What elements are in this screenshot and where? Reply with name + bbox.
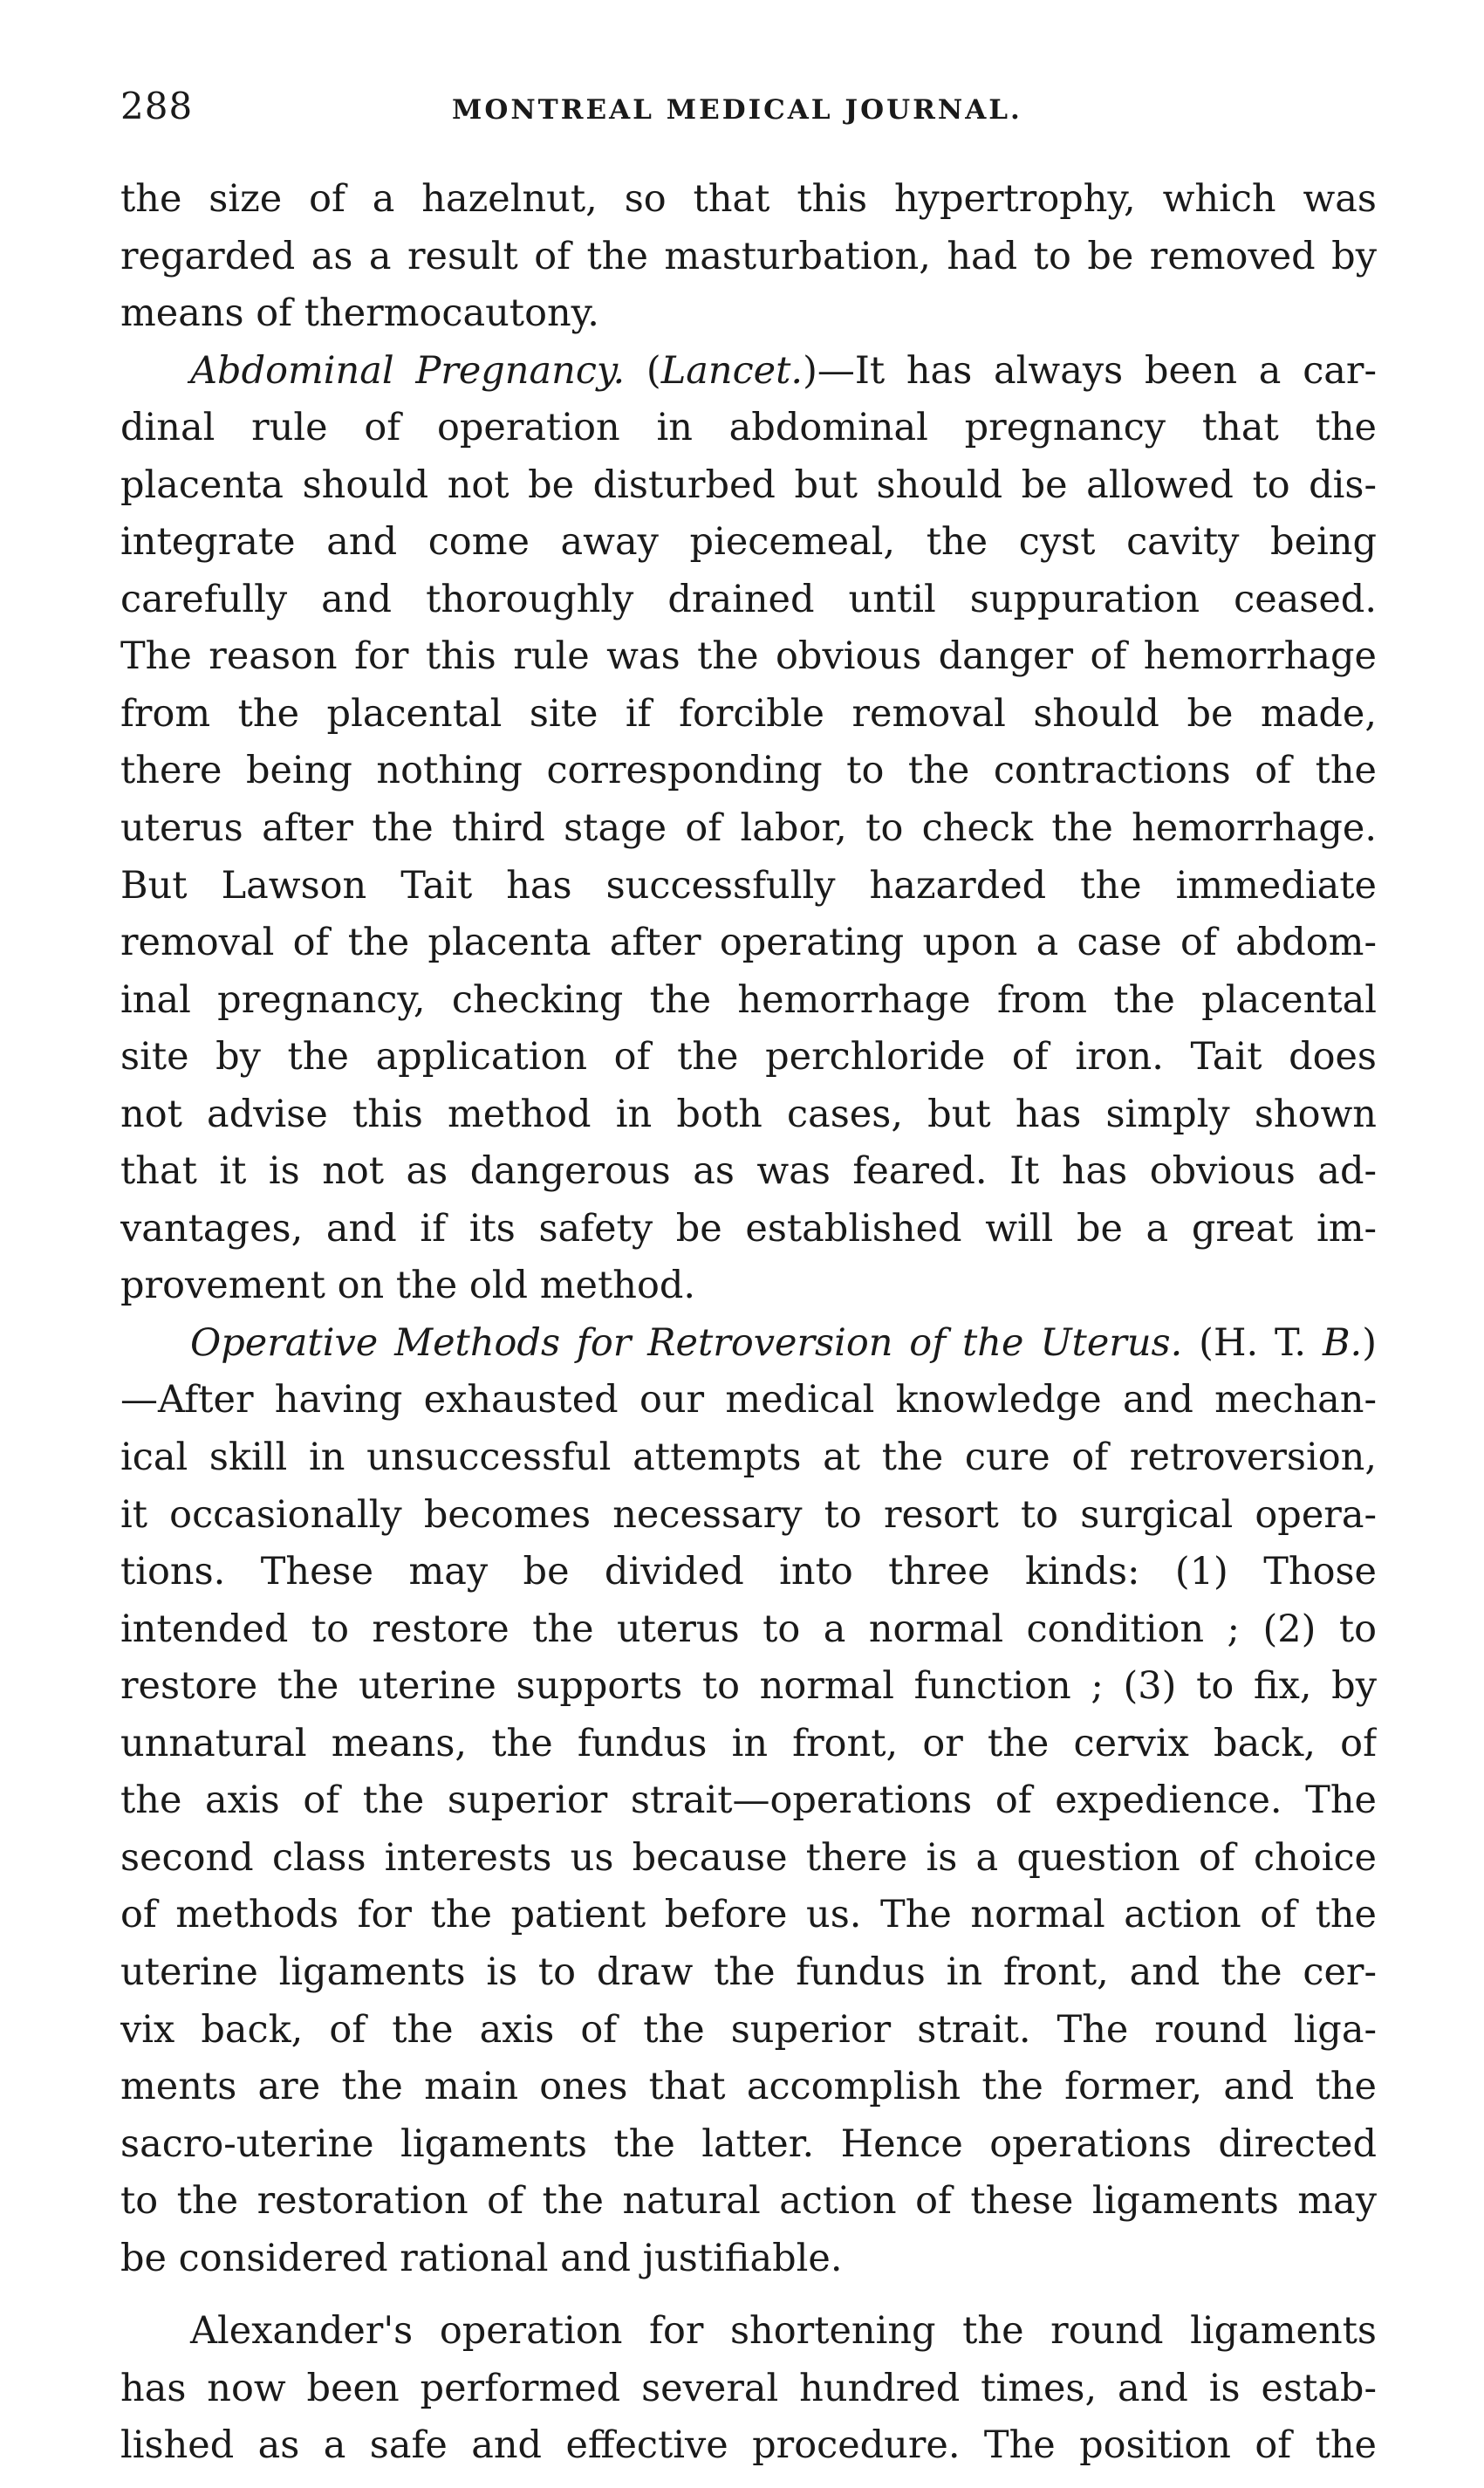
text-line: there being nothing corresponding to the contractions of the	[120, 749, 1377, 793]
source-close: )	[1362, 1320, 1377, 1365]
section-title: Abdominal Pregnancy.	[190, 348, 626, 393]
text-line: —After having exhausted our medical knowledge and mechan-	[120, 1378, 1377, 1422]
source-citation: Lancet.	[660, 348, 804, 393]
section-heading-retroversion	[120, 1315, 1377, 1373]
article-body	[120, 171, 1377, 2475]
source-open: (	[625, 348, 661, 393]
text-line: removal of the placenta after operating upon a case of abdom-	[120, 921, 1377, 965]
text-line: carefully and thoroughly drained until suppuration ceased.	[120, 577, 1377, 621]
text-line: dinal rule of operation in abdominal pregnancy that the	[120, 406, 1377, 450]
running-title: MONTREAL MEDICAL JOURNAL.	[452, 94, 1022, 126]
text-line: uterine ligaments is to draw the fundus in front, and the cer-	[120, 1950, 1377, 1994]
text-line: second class interests us because there is a question of choice	[120, 1835, 1377, 1880]
text-line: ical skill in unsuccessful attempts at the cure of retroversion,	[120, 1436, 1377, 1480]
text-line: ments are the main ones that accomplish the former, and the	[120, 2065, 1377, 2109]
text-line: intended to restore the uterus to a normal condition ; (2) to	[120, 1607, 1377, 1651]
source-citation: (H. T.	[1182, 1320, 1323, 1365]
text-line: the axis of the superior strait—operations of expedience. The	[120, 1779, 1377, 1823]
text-line: Alexander's operation for shortening the round ligaments	[190, 2309, 1377, 2354]
text-line: be considered rational and justifiable.	[120, 2236, 843, 2280]
text-line: to the restoration of the natural action of these ligaments may	[120, 2179, 1377, 2224]
source-citation-initial: B.	[1322, 1320, 1363, 1365]
text-line: placenta should not be disturbed but should be allowed to dis-	[120, 463, 1377, 507]
text-line: unnatural means, the fundus in front, or the cervix back, of	[120, 1721, 1377, 1765]
text-line: it occasionally becomes necessary to resort to surgical opera-	[120, 1492, 1377, 1537]
text-line: uterus after the third stage of labor, to check the hemorrhage.	[120, 806, 1377, 851]
text-line: from the placental site if forcible removal should be made,	[120, 691, 1377, 736]
paragraph-gap	[120, 2287, 1377, 2303]
text-line: lished as a safe and effective procedure. The position of the	[120, 2423, 1377, 2468]
page-number: 288	[120, 85, 194, 127]
text-line: the size of a hazelnut, so that this hypertrophy, which was	[120, 177, 1377, 221]
text-line: regarded as a result of the masturbation, had to be removed by	[120, 234, 1377, 278]
text-line: inal pregnancy, checking the hemorrhage from the placental	[120, 977, 1377, 1022]
text-line: But Lawson Tait has successfully hazarded the immediate	[120, 863, 1377, 908]
section-title: Operative Methods for Retroversion of the Uterus.	[190, 1320, 1183, 1365]
text-line: means of thermocautony.	[120, 291, 599, 336]
section-text-start: )—It has always been a car-	[803, 348, 1377, 393]
text-line: site by the application of the perchloride of iron. Tait does	[120, 1035, 1377, 1080]
text-line: that it is not as dangerous as was feared. It has obvious ad-	[120, 1149, 1377, 1194]
text-line: of methods for the patient before us. The normal action of the	[120, 1893, 1377, 1937]
text-line: vantages, and if its safety be established will be a great im-	[120, 1206, 1377, 1251]
text-line: provement on the old method.	[120, 1264, 696, 1308]
text-line: integrate and come away piecemeal, the cyst cavity being	[120, 520, 1377, 565]
text-line: restore the uterine supports to normal function ; (3) to fix, by	[120, 1664, 1377, 1709]
page-header	[120, 80, 1359, 133]
text-line: has now been performed several hundred times, and is estab-	[120, 2366, 1377, 2410]
text-line: not advise this method in both cases, but has simply shown	[120, 1092, 1377, 1136]
text-line: tions. These may be divided into three kinds: (1) Those	[120, 1550, 1377, 1594]
section-heading-abdominal-pregnancy	[120, 343, 1377, 401]
text-line: sacro-uterine ligaments the latter. Hence operations directed	[120, 2121, 1377, 2166]
text-line: vix back, of the axis of the superior strait. The round liga-	[120, 2007, 1377, 2052]
text-line: The reason for this rule was the obvious danger of hemorrhage	[120, 634, 1377, 679]
